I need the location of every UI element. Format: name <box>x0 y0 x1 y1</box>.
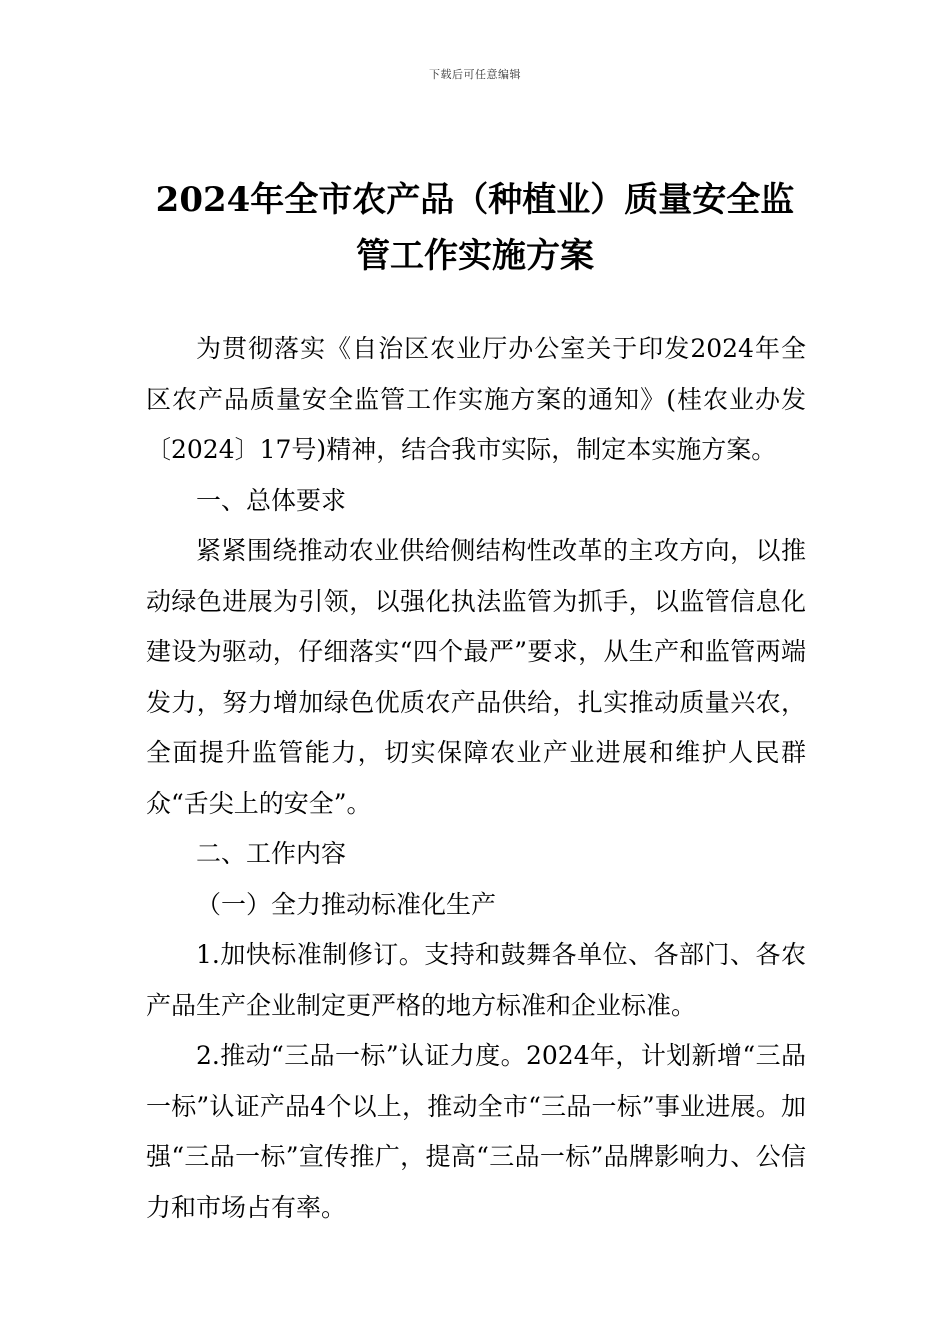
intro-paragraph: 为贯彻落实《自治区农业厅办公室关于印发2024年全区农产品质量安全监管工作实施方案的通知》(桂农业办发〔2024〕17号)精神，结合我市实际，制定本实施方案。 <box>146 334 806 464</box>
subsection-heading-standardized-production: （一）全力推动标准化生产 <box>196 889 497 919</box>
section-heading-work-content: 二、工作内容 <box>196 839 347 868</box>
header-note: 下载后可任意编辑 <box>429 68 521 81</box>
general-requirements-paragraph: 紧紧围绕推动农业供给侧结构性改革的主攻方向，以推动绿色进展为引领，以强化执法监管为抓手，以监管信息化建设为驱动，仔细落实“四个最严”要求，从生产和监管两端发力，努力增加绿色优质农产品供给，扎实推动质量兴农，全面提升监管能力，切实保障农业产业进展和维护人民群众“舌尖上的安全”。 <box>146 536 806 818</box>
document-body <box>146 324 806 1233</box>
item-paragraph-certification: 2.推动“三品一标”认证力度。2024年，计划新增“三品一标”认证产品4个以上，推动全市“三品一标”事业进展。加强“三品一标”宣传推广，提高“三品一标”品牌影响力、公信力和市场占有率。 <box>146 1041 806 1222</box>
section-heading-general-requirements: 一、总体要求 <box>196 485 347 515</box>
document-title-line-2: 管工作实施方案 <box>356 236 594 276</box>
document-title <box>140 172 810 284</box>
item-paragraph-standards: 1.加快标准制修订。支持和鼓舞各单位、各部门、各农产品生产企业制定更严格的地方标准和企业标准。 <box>146 940 806 1020</box>
document-title-line-1: 2024年全市农产品（种植业）质量安全监 <box>155 180 795 220</box>
